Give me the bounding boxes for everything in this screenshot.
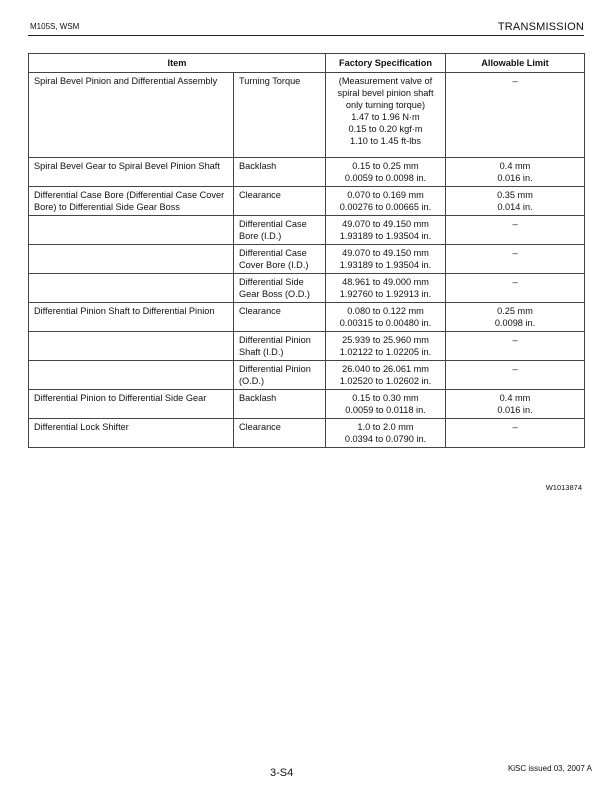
item-cell: Differential Pinion Shaft to Differential Pinion xyxy=(29,303,234,332)
allowable-limit-line: 0.014 in. xyxy=(497,202,533,212)
factory-spec-line: 0.15 to 0.30 mm xyxy=(352,393,419,403)
allowable-limit-cell xyxy=(446,245,585,274)
allowable-limit-line: – xyxy=(512,248,518,258)
factory-spec-line: 1.10 to 1.45 ft-lbs xyxy=(350,136,421,146)
factory-spec-line: 49.070 to 49.150 mm xyxy=(342,219,429,229)
item-cell: Spiral Bevel Pinion and Differential Assembly xyxy=(29,73,234,158)
check-cell: Clearance xyxy=(234,419,326,448)
factory-spec-cell xyxy=(326,158,446,187)
allowable-limit-cell xyxy=(446,158,585,187)
item-cell: Differential Pinion to Differential Side Gear xyxy=(29,390,234,419)
factory-spec-line: 1.93189 to 1.93504 in. xyxy=(339,231,432,241)
allowable-limit-line: – xyxy=(512,76,518,86)
factory-spec-line: 0.070 to 0.169 mm xyxy=(347,190,424,200)
allowable-limit-cell xyxy=(446,274,585,303)
item-cell xyxy=(29,274,234,303)
check-cell: Differential Pinion Shaft (I.D.) xyxy=(234,332,326,361)
allowable-limit-line: – xyxy=(512,335,518,345)
allowable-limit-line: 0.016 in. xyxy=(497,173,533,183)
factory-spec-line: 1.47 to 1.96 N·m xyxy=(351,112,420,122)
item-cell: Differential Case Bore (Differential Case Cover Bore) to Differential Side Gear Boss xyxy=(29,187,234,216)
factory-spec-cell xyxy=(326,73,446,158)
factory-spec-line: 0.00315 to 0.00480 in. xyxy=(339,318,432,328)
header-item: Item xyxy=(29,54,326,73)
reference-code: W1013874 xyxy=(545,483,582,492)
factory-spec-line: 1.0 to 2.0 mm xyxy=(357,422,414,432)
factory-spec-cell xyxy=(326,361,446,390)
allowable-limit-line: 0.35 mm xyxy=(497,190,533,200)
check-cell: Differential Case Bore (I.D.) xyxy=(234,216,326,245)
allowable-limit-cell xyxy=(446,73,585,158)
allowable-limit-line: 0.25 mm xyxy=(497,306,533,316)
table-row xyxy=(29,361,585,390)
factory-spec-line: 1.02122 to 1.02205 in. xyxy=(339,347,432,357)
factory-spec-cell xyxy=(326,390,446,419)
allowable-limit-cell xyxy=(446,303,585,332)
allowable-limit-line: – xyxy=(512,219,518,229)
factory-spec-cell xyxy=(326,245,446,274)
table-row xyxy=(29,216,585,245)
table-row xyxy=(29,332,585,361)
factory-spec-line: 48.961 to 49.000 mm xyxy=(342,277,429,287)
factory-spec-cell xyxy=(326,303,446,332)
allowable-limit-line: – xyxy=(512,277,518,287)
factory-spec-line: 1.93189 to 1.93504 in. xyxy=(339,260,432,270)
header-allowable-limit: Allowable Limit xyxy=(446,54,585,73)
issue-note: KiSC issued 03, 2007 A xyxy=(507,764,592,773)
item-cell xyxy=(29,216,234,245)
table-row xyxy=(29,274,585,303)
factory-spec-line: 0.0394 to 0.0790 in. xyxy=(344,434,427,444)
item-cell: Spiral Bevel Gear to Spiral Bevel Pinion Shaft xyxy=(29,158,234,187)
allowable-limit-cell xyxy=(446,216,585,245)
allowable-limit-line: – xyxy=(512,422,518,432)
check-cell: Differential Case Cover Bore (I.D.) xyxy=(234,245,326,274)
factory-spec-cell xyxy=(326,419,446,448)
table-row xyxy=(29,303,585,332)
header-section: TRANSMISSION xyxy=(497,21,584,33)
allowable-limit-line: 0.4 mm xyxy=(499,393,531,403)
factory-spec-line: 0.15 to 0.20 kgf·m xyxy=(348,124,423,134)
item-cell xyxy=(29,332,234,361)
factory-spec-line: 0.0059 to 0.0118 in. xyxy=(345,405,426,415)
factory-spec-line: spiral bevel pinion shaft xyxy=(337,88,434,98)
factory-spec-line: 26.040 to 26.061 mm xyxy=(342,364,429,374)
factory-spec-line: 1.02520 to 1.02602 in. xyxy=(339,376,432,386)
check-cell: Backlash xyxy=(234,390,326,419)
table-header-row xyxy=(29,54,585,73)
table-row xyxy=(29,187,585,216)
item-cell: Differential Lock Shifter xyxy=(29,419,234,448)
factory-spec-cell xyxy=(326,332,446,361)
check-cell: Differential Side Gear Boss (O.D.) xyxy=(234,274,326,303)
header-factory-spec: Factory Specification xyxy=(326,54,446,73)
table-row xyxy=(29,419,585,448)
factory-spec-line: 0.0059 to 0.0098 in. xyxy=(344,173,427,183)
factory-spec-line: 0.00276 to 0.00665 in. xyxy=(339,202,432,212)
factory-spec-line: 25.939 to 25.960 mm xyxy=(342,335,429,345)
item-cell xyxy=(29,245,234,274)
factory-spec-line: 0.15 to 0.25 mm xyxy=(352,161,419,171)
allowable-limit-cell xyxy=(446,187,585,216)
allowable-limit-cell xyxy=(446,390,585,419)
allowable-limit-cell xyxy=(446,332,585,361)
check-cell: Differential Pinion (O.D.) xyxy=(234,361,326,390)
header-model: M105S, WSM xyxy=(30,22,80,31)
table-row xyxy=(29,245,585,274)
factory-spec-line: 49.070 to 49.150 mm xyxy=(342,248,429,258)
allowable-limit-cell xyxy=(446,361,585,390)
allowable-limit-line: 0.4 mm xyxy=(499,161,531,171)
table-row xyxy=(29,73,585,158)
table-row xyxy=(29,158,585,187)
factory-spec-cell xyxy=(326,216,446,245)
check-cell: Clearance xyxy=(234,303,326,332)
allowable-limit-cell xyxy=(446,419,585,448)
item-cell xyxy=(29,361,234,390)
check-cell: Turning Torque xyxy=(234,73,326,158)
allowable-limit-line: 0.016 in. xyxy=(497,405,533,415)
check-cell: Clearance xyxy=(234,187,326,216)
page-number: 3-S4 xyxy=(270,767,294,779)
factory-spec-line: only turning torque) xyxy=(345,100,426,110)
spec-table xyxy=(28,53,585,448)
factory-spec-cell xyxy=(326,187,446,216)
factory-spec-line: (Measurement valve of xyxy=(338,76,433,86)
allowable-limit-line: 0.0098 in. xyxy=(494,318,536,328)
factory-spec-cell xyxy=(326,274,446,303)
header-rule xyxy=(28,35,584,36)
spec-table-body xyxy=(29,73,585,448)
allowable-limit-line: – xyxy=(512,364,518,374)
table-row xyxy=(29,390,585,419)
check-cell: Backlash xyxy=(234,158,326,187)
factory-spec-line: 0.080 to 0.122 mm xyxy=(347,306,424,316)
factory-spec-line: 1.92760 to 1.92913 in. xyxy=(339,289,432,299)
